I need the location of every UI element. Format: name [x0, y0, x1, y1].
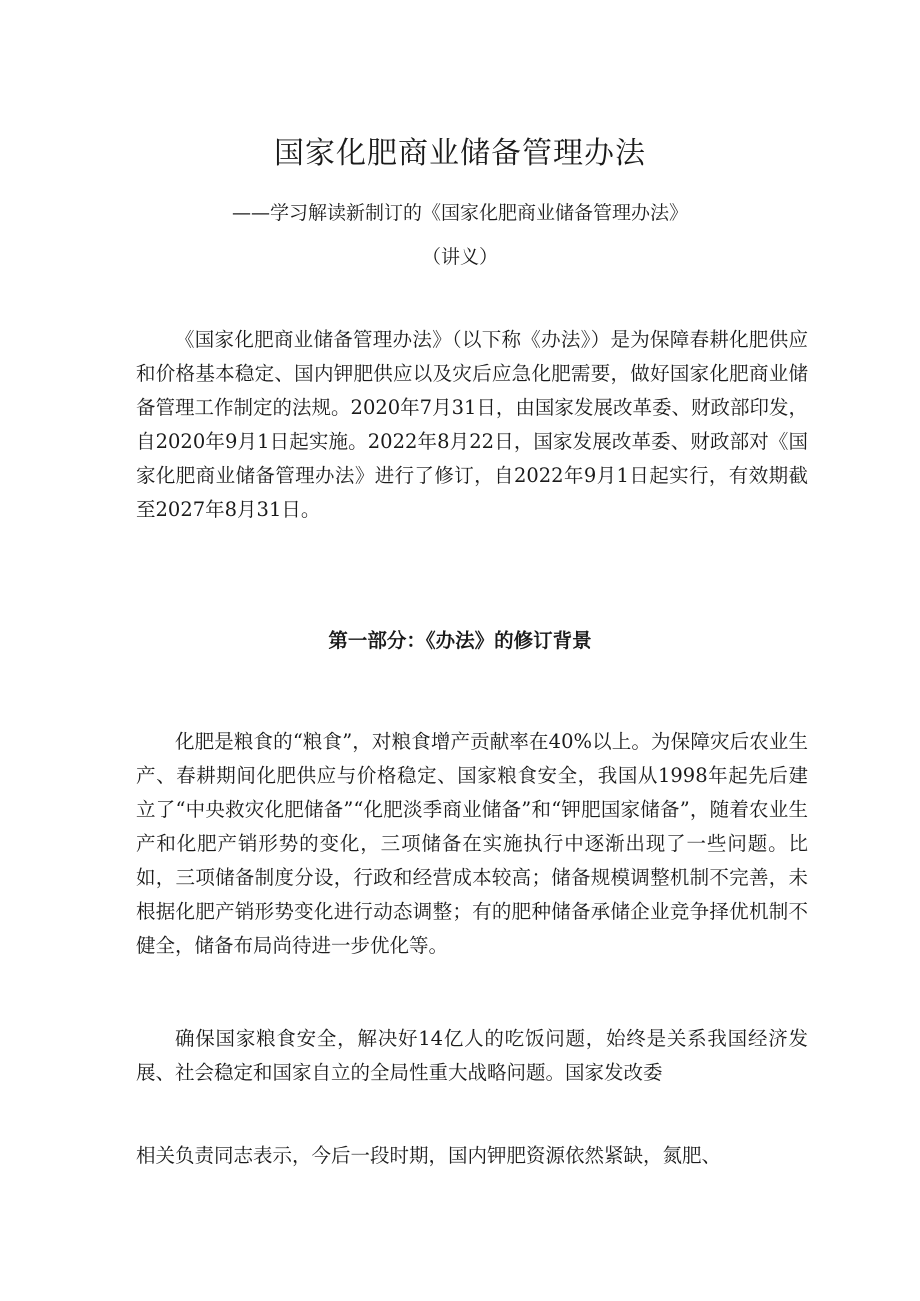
body-paragraph-continued: 相关负责同志表示，今后一段时期，国内钾肥资源依然紧缺，氮肥、 — [136, 1144, 722, 1167]
document-title: 国家化肥商业储备管理办法 — [274, 136, 646, 171]
section-heading: 第一部分：《办法》的修订背景 — [328, 629, 592, 652]
body-paragraph: 确保国家粮食安全，解决好14亿人的吃饭问题，始终是关系我国经济发展、社会稳定和国家自立的全局性重大战略问题。国家发改委 — [136, 1027, 808, 1084]
lecture-label: （讲义） — [421, 246, 498, 268]
body-paragraph: 化肥是粮食的“粮食”，对粮食增产贡献率在40%以上。为保障灾后农业生产、春耕期间化肥供应与价格稳定、国家粮食安全，我国从1998年起先后建立了“中央救灾化肥储备”“化肥淡季商业储备”和“钾肥国家储备”，随着农业生产和化肥产销形势的变化，三项储备在实施执行中逐渐出现了一些问题。比如，三项储备制度分设，行政和经营成本较高；储备规模调整机制不完善，未根据化肥产销形势变化进行动态调整；有的肥种储备承储企业竞争择优机制不健全，储备布局尚待进一步优化等。 — [136, 730, 808, 957]
document-subtitle: ——学习解读新制订的《国家化肥商业储备管理办法》 — [231, 202, 688, 224]
intro-paragraph: 《国家化肥商业储备管理办法》（以下称《办法》）是为保障春耕化肥供应和价格基本稳定、国内钾肥供应以及灾后应急化肥需要，做好国家化肥商业储备管理工作制定的法规。2020年7月31日，由国家发展改革委、财政部印发，自2020年9月1日起实施。2022年8月22日，国家发展改革委、财政部对《国家化肥商业储备管理办法》进行了修订，自2022年9月1日起实行，有效期截至2027年8月31日。 — [136, 328, 808, 521]
